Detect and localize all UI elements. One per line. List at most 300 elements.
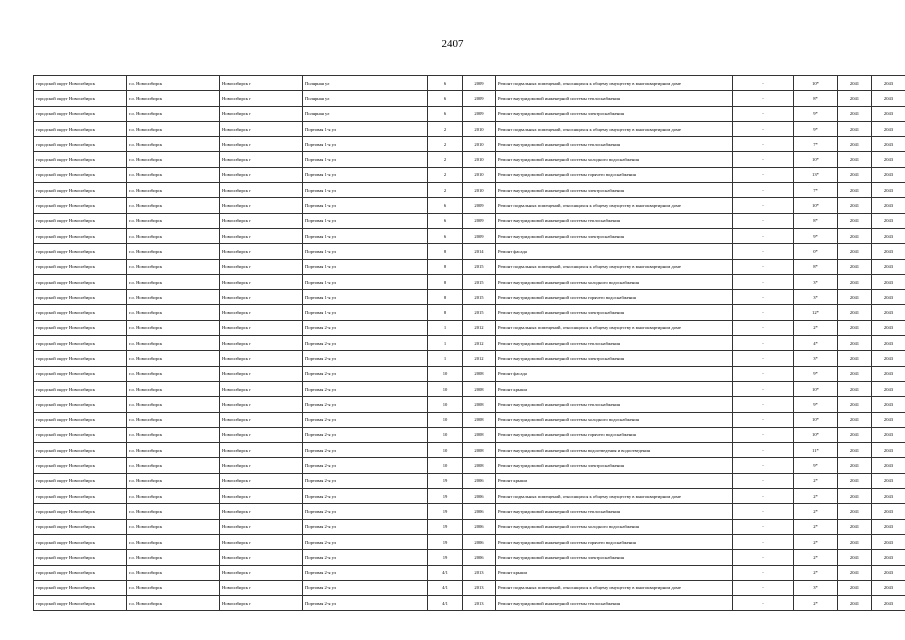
cell-house-number: 6 [428, 228, 463, 243]
cell-house-number: 2 [428, 152, 463, 167]
cell-house-number: 6 [428, 91, 463, 106]
cell-street: Портовая 2-я ул [303, 534, 428, 549]
cell-count: 2* [794, 473, 838, 488]
cell-build-year: 2008 [463, 458, 496, 473]
cell-count: 4* [794, 336, 838, 351]
table-row [34, 167, 905, 182]
cell-city-district: г.о. Новосибирск [127, 320, 220, 335]
cell-locality: Новосибирск г [220, 228, 303, 243]
cell-build-year: 2013 [463, 596, 496, 611]
table-row [34, 534, 905, 549]
cell-municipal-okrug: городской округ Новосибирск [34, 213, 127, 228]
cell-street: Портовая 2-я ул [303, 580, 428, 595]
table-body [34, 76, 905, 611]
cell-municipal-okrug: городской округ Новосибирск [34, 412, 127, 427]
cell-build-year: 2008 [463, 443, 496, 458]
cell-locality: Новосибирск г [220, 580, 303, 595]
cell-build-year: 2015 [463, 305, 496, 320]
cell-municipal-okrug: городской округ Новосибирск [34, 167, 127, 182]
cell-count: 2* [794, 489, 838, 504]
cell-build-year: 2009 [463, 91, 496, 106]
table-row [34, 290, 905, 305]
cell-house-number: 19 [428, 550, 463, 565]
cell-work-type: Ремонт внутридомовой инженерной системы теплоснабжения [496, 213, 733, 228]
cell-dash: - [733, 381, 794, 396]
cell-street: Портовая 2-я ул [303, 351, 428, 366]
cell-period-start: 2041 [838, 76, 872, 91]
table-row [34, 596, 905, 611]
cell-locality: Новосибирск г [220, 473, 303, 488]
cell-period-end: 2043 [872, 320, 905, 335]
cell-period-start: 2041 [838, 274, 872, 289]
table-row [34, 320, 905, 335]
cell-period-end: 2043 [872, 381, 905, 396]
table-row [34, 91, 905, 106]
cell-street: Полярная ул [303, 76, 428, 91]
cell-work-type: Ремонт внутридомовой инженерной системы водоотведения и водоотведения [496, 443, 733, 458]
table-row [34, 228, 905, 243]
cell-build-year: 2008 [463, 397, 496, 412]
cell-period-start: 2041 [838, 473, 872, 488]
cell-municipal-okrug: городской округ Новосибирск [34, 121, 127, 136]
cell-street: Портовая 2-я ул [303, 596, 428, 611]
cell-street: Портовая 2-я ул [303, 366, 428, 381]
cell-city-district: г.о. Новосибирск [127, 152, 220, 167]
cell-locality: Новосибирск г [220, 213, 303, 228]
cell-dash: - [733, 443, 794, 458]
cell-dash: - [733, 228, 794, 243]
cell-street: Портовая 1-я ул [303, 121, 428, 136]
cell-period-start: 2041 [838, 183, 872, 198]
cell-build-year: 2006 [463, 534, 496, 549]
table-row [34, 366, 905, 381]
cell-house-number: 19 [428, 473, 463, 488]
cell-house-number: 1 [428, 351, 463, 366]
cell-street: Портовая 2-я ул [303, 473, 428, 488]
cell-house-number: 19 [428, 534, 463, 549]
cell-locality: Новосибирск г [220, 183, 303, 198]
cell-work-type: Ремонт внутридомовой инженерной системы теплоснабжения [496, 336, 733, 351]
cell-work-type: Ремонт внутридомовой инженерной системы электроснабжения [496, 550, 733, 565]
cell-municipal-okrug: городской округ Новосибирск [34, 320, 127, 335]
cell-locality: Новосибирск г [220, 381, 303, 396]
cell-period-start: 2041 [838, 366, 872, 381]
cell-period-start: 2041 [838, 137, 872, 152]
cell-work-type: Ремонт внутридомовой инженерной системы горячего водоснабжения [496, 167, 733, 182]
cell-city-district: г.о. Новосибирск [127, 351, 220, 366]
cell-municipal-okrug: городской округ Новосибирск [34, 152, 127, 167]
cell-count: 8* [794, 91, 838, 106]
cell-house-number: 4/1 [428, 565, 463, 580]
cell-period-start: 2041 [838, 91, 872, 106]
cell-municipal-okrug: городской округ Новосибирск [34, 351, 127, 366]
cell-count: 10* [794, 381, 838, 396]
cell-work-type: Ремонт фасада [496, 244, 733, 259]
cell-dash: - [733, 519, 794, 534]
cell-dash: - [733, 106, 794, 121]
cell-period-end: 2043 [872, 519, 905, 534]
cell-work-type: Ремонт подвальных помещений, относящихся к общему имуществу в многоквартирном доме [496, 198, 733, 213]
cell-house-number: 19 [428, 504, 463, 519]
cell-period-end: 2043 [872, 351, 905, 366]
cell-city-district: г.о. Новосибирск [127, 183, 220, 198]
cell-period-start: 2041 [838, 427, 872, 442]
cell-period-start: 2041 [838, 412, 872, 427]
table-row [34, 489, 905, 504]
cell-period-end: 2043 [872, 504, 905, 519]
cell-city-district: г.о. Новосибирск [127, 596, 220, 611]
cell-locality: Новосибирск г [220, 427, 303, 442]
cell-dash: - [733, 152, 794, 167]
cell-count: 2* [794, 504, 838, 519]
cell-period-end: 2043 [872, 106, 905, 121]
cell-count: 12* [794, 305, 838, 320]
table-row [34, 106, 905, 121]
cell-municipal-okrug: городской округ Новосибирск [34, 565, 127, 580]
cell-build-year: 2010 [463, 167, 496, 182]
cell-house-number: 6 [428, 198, 463, 213]
cell-work-type: Ремонт внутридомовой инженерной системы электроснабжения [496, 183, 733, 198]
cell-street: Портовая 1-я ул [303, 305, 428, 320]
cell-count: 9* [794, 228, 838, 243]
cell-street: Портовая 2-я ул [303, 381, 428, 396]
cell-street: Портовая 2-я ул [303, 550, 428, 565]
cell-period-start: 2041 [838, 228, 872, 243]
cell-work-type: Ремонт внутридомовой инженерной системы электроснабжения [496, 458, 733, 473]
cell-street: Портовая 2-я ул [303, 336, 428, 351]
cell-count: 2* [794, 519, 838, 534]
cell-house-number: 6 [428, 76, 463, 91]
cell-build-year: 2014 [463, 244, 496, 259]
cell-city-district: г.о. Новосибирск [127, 336, 220, 351]
cell-period-end: 2043 [872, 565, 905, 580]
cell-street: Портовая 2-я ул [303, 397, 428, 412]
cell-period-end: 2043 [872, 596, 905, 611]
cell-locality: Новосибирск г [220, 137, 303, 152]
cell-period-start: 2041 [838, 167, 872, 182]
cell-build-year: 2010 [463, 121, 496, 136]
cell-build-year: 2010 [463, 152, 496, 167]
cell-count: 13* [794, 167, 838, 182]
cell-dash: - [733, 366, 794, 381]
table-row [34, 183, 905, 198]
cell-count: 10* [794, 152, 838, 167]
cell-dash: - [733, 213, 794, 228]
cell-street: Портовая 1-я ул [303, 274, 428, 289]
cell-municipal-okrug: городской округ Новосибирск [34, 290, 127, 305]
cell-street: Портовая 2-я ул [303, 412, 428, 427]
cell-street: Полярная ул [303, 91, 428, 106]
cell-city-district: г.о. Новосибирск [127, 274, 220, 289]
cell-period-end: 2043 [872, 489, 905, 504]
cell-house-number: 10 [428, 381, 463, 396]
cell-period-end: 2043 [872, 458, 905, 473]
cell-build-year: 2008 [463, 412, 496, 427]
cell-period-end: 2043 [872, 274, 905, 289]
cell-period-end: 2043 [872, 305, 905, 320]
cell-period-end: 2043 [872, 152, 905, 167]
cell-city-district: г.о. Новосибирск [127, 473, 220, 488]
cell-build-year: 2009 [463, 228, 496, 243]
cell-house-number: 4/1 [428, 580, 463, 595]
cell-locality: Новосибирск г [220, 274, 303, 289]
cell-municipal-okrug: городской округ Новосибирск [34, 596, 127, 611]
cell-city-district: г.о. Новосибирск [127, 228, 220, 243]
cell-street: Портовая 2-я ул [303, 519, 428, 534]
cell-street: Портовая 2-я ул [303, 489, 428, 504]
table-row [34, 137, 905, 152]
cell-period-start: 2041 [838, 534, 872, 549]
cell-period-end: 2043 [872, 121, 905, 136]
cell-period-end: 2043 [872, 366, 905, 381]
cell-city-district: г.о. Новосибирск [127, 580, 220, 595]
cell-street: Портовая 2-я ул [303, 443, 428, 458]
cell-city-district: г.о. Новосибирск [127, 489, 220, 504]
cell-period-end: 2043 [872, 259, 905, 274]
cell-period-end: 2043 [872, 198, 905, 213]
cell-street: Портовая 1-я ул [303, 137, 428, 152]
cell-municipal-okrug: городской округ Новосибирск [34, 519, 127, 534]
cell-period-start: 2041 [838, 336, 872, 351]
cell-period-end: 2043 [872, 290, 905, 305]
cell-work-type: Ремонт внутридомовой инженерной системы теплоснабжения [496, 397, 733, 412]
cell-locality: Новосибирск г [220, 320, 303, 335]
cell-city-district: г.о. Новосибирск [127, 534, 220, 549]
cell-dash: - [733, 336, 794, 351]
cell-period-start: 2041 [838, 580, 872, 595]
cell-build-year: 2015 [463, 274, 496, 289]
table-row [34, 76, 905, 91]
cell-dash: - [733, 290, 794, 305]
table-row [34, 244, 905, 259]
cell-locality: Новосибирск г [220, 259, 303, 274]
cell-city-district: г.о. Новосибирск [127, 290, 220, 305]
cell-dash: - [733, 351, 794, 366]
cell-house-number: 8 [428, 305, 463, 320]
cell-build-year: 2006 [463, 489, 496, 504]
cell-house-number: 2 [428, 137, 463, 152]
cell-city-district: г.о. Новосибирск [127, 519, 220, 534]
cell-locality: Новосибирск г [220, 91, 303, 106]
table-row [34, 565, 905, 580]
cell-locality: Новосибирск г [220, 534, 303, 549]
cell-work-type: Ремонт подвальных помещений, относящихся к общему имуществу в многоквартирном доме [496, 76, 733, 91]
table-row [34, 121, 905, 136]
cell-locality: Новосибирск г [220, 412, 303, 427]
cell-house-number: 6 [428, 106, 463, 121]
cell-street: Полярная ул [303, 106, 428, 121]
cell-house-number: 8 [428, 290, 463, 305]
cell-build-year: 2010 [463, 183, 496, 198]
cell-build-year: 2008 [463, 366, 496, 381]
cell-city-district: г.о. Новосибирск [127, 366, 220, 381]
table-row [34, 198, 905, 213]
cell-city-district: г.о. Новосибирск [127, 259, 220, 274]
cell-count: 10* [794, 427, 838, 442]
cell-municipal-okrug: городской округ Новосибирск [34, 381, 127, 396]
cell-period-start: 2041 [838, 106, 872, 121]
cell-street: Портовая 2-я ул [303, 504, 428, 519]
cell-count: 2* [794, 596, 838, 611]
cell-street: Портовая 1-я ул [303, 152, 428, 167]
cell-period-start: 2041 [838, 121, 872, 136]
repair-schedule-table [33, 75, 905, 611]
cell-house-number: 2 [428, 121, 463, 136]
cell-work-type: Ремонт крыши [496, 565, 733, 580]
cell-locality: Новосибирск г [220, 351, 303, 366]
cell-locality: Новосибирск г [220, 443, 303, 458]
cell-dash: - [733, 121, 794, 136]
cell-work-type: Ремонт внутридомовой инженерной системы горячего водоснабжения [496, 290, 733, 305]
cell-city-district: г.о. Новосибирск [127, 443, 220, 458]
cell-municipal-okrug: городской округ Новосибирск [34, 366, 127, 381]
cell-city-district: г.о. Новосибирск [127, 565, 220, 580]
cell-dash: - [733, 320, 794, 335]
cell-dash: - [733, 412, 794, 427]
cell-city-district: г.о. Новосибирск [127, 504, 220, 519]
page-number: 2407 [441, 38, 464, 50]
cell-city-district: г.о. Новосибирск [127, 198, 220, 213]
cell-dash: - [733, 458, 794, 473]
cell-work-type: Ремонт подвальных помещений, относящихся к общему имуществу в многоквартирном доме [496, 489, 733, 504]
cell-locality: Новосибирск г [220, 244, 303, 259]
cell-work-type: Ремонт внутридомовой инженерной системы горячего водоснабжения [496, 427, 733, 442]
table-row [34, 381, 905, 396]
table-row [34, 351, 905, 366]
cell-municipal-okrug: городской округ Новосибирск [34, 259, 127, 274]
cell-period-end: 2043 [872, 183, 905, 198]
cell-locality: Новосибирск г [220, 198, 303, 213]
cell-locality: Новосибирск г [220, 167, 303, 182]
cell-count: 9* [794, 106, 838, 121]
cell-build-year: 2009 [463, 76, 496, 91]
cell-work-type: Ремонт подвальных помещений, относящихся к общему имуществу в многоквартирном доме [496, 259, 733, 274]
cell-street: Портовая 1-я ул [303, 290, 428, 305]
table-row [34, 397, 905, 412]
table-row [34, 550, 905, 565]
cell-period-end: 2043 [872, 137, 905, 152]
cell-house-number: 10 [428, 397, 463, 412]
cell-period-start: 2041 [838, 550, 872, 565]
cell-house-number: 10 [428, 427, 463, 442]
cell-count: 9* [794, 458, 838, 473]
cell-house-number: 4/1 [428, 596, 463, 611]
cell-locality: Новосибирск г [220, 504, 303, 519]
cell-period-end: 2043 [872, 336, 905, 351]
cell-street: Портовая 2-я ул [303, 565, 428, 580]
cell-work-type: Ремонт внутридомовой инженерной системы холодного водоснабжения [496, 152, 733, 167]
cell-count: 2* [794, 565, 838, 580]
table-row [34, 259, 905, 274]
cell-city-district: г.о. Новосибирск [127, 427, 220, 442]
cell-count: 3* [794, 351, 838, 366]
cell-locality: Новосибирск г [220, 519, 303, 534]
cell-build-year: 2013 [463, 580, 496, 595]
cell-count: 7* [794, 137, 838, 152]
cell-period-end: 2043 [872, 167, 905, 182]
cell-municipal-okrug: городской округ Новосибирск [34, 458, 127, 473]
cell-dash: - [733, 534, 794, 549]
table-row [34, 504, 905, 519]
cell-work-type: Ремонт внутридомовой инженерной системы холодного водоснабжения [496, 519, 733, 534]
cell-count: 8* [794, 213, 838, 228]
cell-locality: Новосибирск г [220, 550, 303, 565]
cell-period-end: 2043 [872, 550, 905, 565]
cell-municipal-okrug: городской округ Новосибирск [34, 274, 127, 289]
cell-build-year: 2009 [463, 106, 496, 121]
cell-period-start: 2041 [838, 565, 872, 580]
cell-city-district: г.о. Новосибирск [127, 397, 220, 412]
cell-house-number: 10 [428, 458, 463, 473]
cell-city-district: г.о. Новосибирск [127, 550, 220, 565]
cell-house-number: 10 [428, 412, 463, 427]
table-row [34, 580, 905, 595]
cell-dash: - [733, 274, 794, 289]
cell-municipal-okrug: городской округ Новосибирск [34, 473, 127, 488]
cell-municipal-okrug: городской округ Новосибирск [34, 91, 127, 106]
cell-count: 10* [794, 76, 838, 91]
cell-dash: - [733, 167, 794, 182]
cell-dash: - [733, 504, 794, 519]
cell-house-number: 6 [428, 213, 463, 228]
cell-locality: Новосибирск г [220, 121, 303, 136]
cell-period-end: 2043 [872, 443, 905, 458]
cell-work-type: Ремонт крыши [496, 381, 733, 396]
cell-municipal-okrug: городской округ Новосибирск [34, 336, 127, 351]
cell-municipal-okrug: городской округ Новосибирск [34, 137, 127, 152]
cell-dash: - [733, 489, 794, 504]
cell-period-end: 2043 [872, 534, 905, 549]
cell-work-type: Ремонт подвальных помещений, относящихся к общему имуществу в многоквартирном доме [496, 580, 733, 595]
cell-dash: - [733, 91, 794, 106]
cell-dash: - [733, 198, 794, 213]
cell-house-number: 8 [428, 274, 463, 289]
table-row [34, 274, 905, 289]
cell-work-type: Ремонт внутридомовой инженерной системы холодного водоснабжения [496, 274, 733, 289]
cell-build-year: 2006 [463, 519, 496, 534]
cell-municipal-okrug: городской округ Новосибирск [34, 580, 127, 595]
cell-street: Портовая 1-я ул [303, 167, 428, 182]
cell-locality: Новосибирск г [220, 565, 303, 580]
cell-street: Портовая 1-я ул [303, 183, 428, 198]
cell-period-end: 2043 [872, 427, 905, 442]
cell-house-number: 10 [428, 366, 463, 381]
cell-dash: - [733, 473, 794, 488]
cell-house-number: 19 [428, 489, 463, 504]
cell-build-year: 2006 [463, 504, 496, 519]
cell-locality: Новосибирск г [220, 336, 303, 351]
cell-dash: - [733, 397, 794, 412]
cell-period-start: 2041 [838, 320, 872, 335]
cell-street: Портовая 2-я ул [303, 458, 428, 473]
cell-locality: Новосибирск г [220, 76, 303, 91]
cell-work-type: Ремонт внутридомовой инженерной системы теплоснабжения [496, 91, 733, 106]
cell-period-start: 2041 [838, 397, 872, 412]
cell-city-district: г.о. Новосибирск [127, 381, 220, 396]
table-row [34, 412, 905, 427]
cell-municipal-okrug: городской округ Новосибирск [34, 397, 127, 412]
cell-count: 10* [794, 412, 838, 427]
cell-city-district: г.о. Новосибирск [127, 137, 220, 152]
cell-build-year: 2010 [463, 137, 496, 152]
cell-city-district: г.о. Новосибирск [127, 76, 220, 91]
cell-period-start: 2041 [838, 244, 872, 259]
cell-build-year: 2008 [463, 381, 496, 396]
cell-municipal-okrug: городской округ Новосибирск [34, 76, 127, 91]
cell-period-end: 2043 [872, 473, 905, 488]
cell-count: 9* [794, 397, 838, 412]
cell-house-number: 8 [428, 259, 463, 274]
